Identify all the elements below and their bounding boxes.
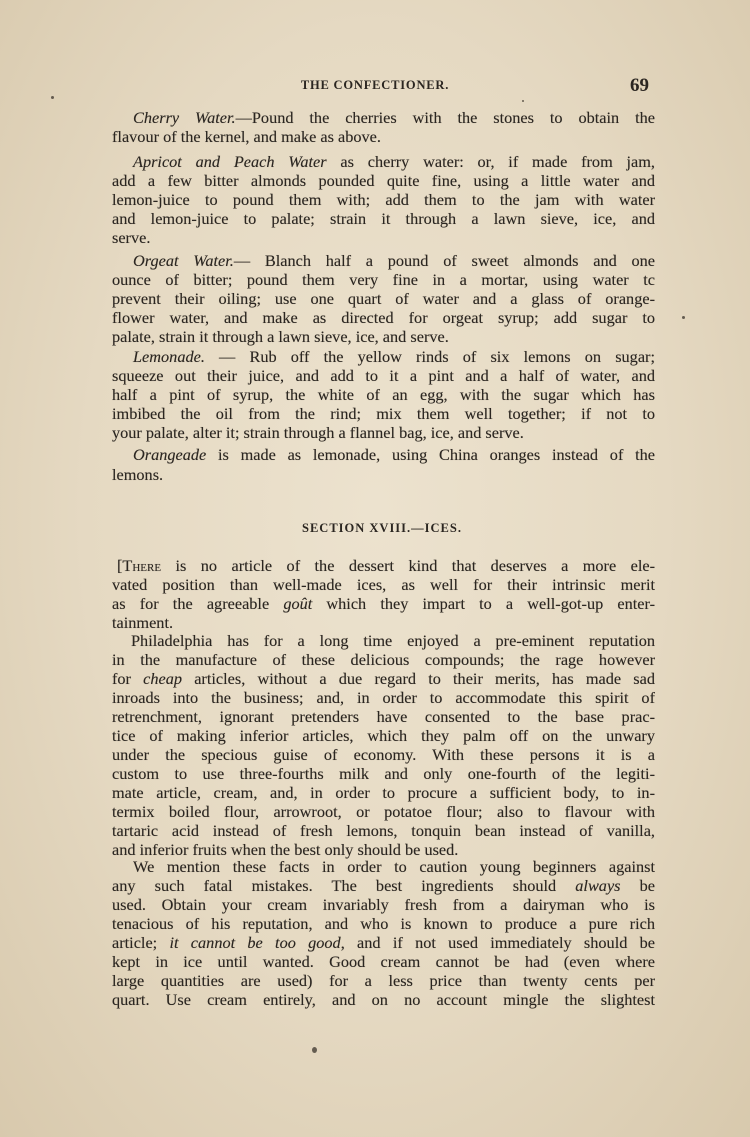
text-span: —Pound the cherries with the stones to obtain the — [235, 108, 655, 127]
text-line — [112, 152, 655, 171]
text-line — [112, 933, 655, 952]
ices-paragraph-caution — [112, 857, 655, 1009]
text-line: your palate, alter it; strain through a flannel bag, ice, and serve. — [112, 423, 524, 442]
recipe-orgeat-water — [112, 251, 655, 346]
text-line: Philadelphia has for a long time enjoyed a pre-eminent reputation — [131, 631, 655, 650]
ices-paragraph-intro — [112, 556, 655, 632]
text-span: any such fatal mistakes. The best ingredients should — [112, 876, 576, 895]
text-line: lemons. — [112, 465, 164, 484]
text-line — [112, 251, 655, 270]
text-line: We mention these facts in order to caution young beginners against — [133, 857, 655, 876]
text-line: imbibed the oil from the rind; mix them well together; if not to — [112, 404, 655, 423]
text-line: prevent their oiling; use one quart of water and a glass of orange- — [112, 289, 655, 308]
text-line — [112, 669, 655, 688]
text-span: , and if not used immediately should be — [340, 933, 655, 952]
ices-paragraph-philadelphia — [112, 631, 655, 859]
text-span: article; — [112, 933, 170, 952]
recipe-name: Orgeat Water. — [133, 251, 234, 270]
italic-emphasis: it cannot be too good — [169, 933, 341, 952]
text-line: and lemon-juice to palate; strain it through a lawn sieve, ice, and — [112, 209, 655, 228]
text-line: inroads into the business; and, in order to accommodate this spirit of — [112, 688, 655, 707]
text-line: flavour of the kernel, and make as above. — [112, 127, 381, 146]
text-line: tartaric acid instead of fresh lemons, tonquin bean instead of vanilla, — [112, 821, 655, 840]
text-line — [112, 594, 655, 613]
ink-speck — [522, 100, 524, 102]
recipe-cherry-water — [112, 108, 655, 146]
recipe-orangeade — [112, 445, 655, 484]
text-line: half a pint of syrup, the white of an egg, with the sugar which has — [112, 385, 655, 404]
text-span: which they impart to a well-got-up enter- — [312, 594, 655, 613]
italic-emphasis: goût — [283, 594, 313, 613]
text-line: ounce of bitter; pound them very fine in a mortar, using water tc — [112, 270, 655, 289]
section-heading: SECTION XVIII.—ICES. — [302, 521, 462, 535]
text-line: add a few bitter almonds pounded quite fine, using a little water and — [112, 171, 655, 190]
text-line: tice of making inferior articles, which they palm off on the unwary — [112, 726, 655, 745]
text-span: as for the agreeable — [112, 594, 284, 613]
italic-emphasis: cheap — [143, 669, 183, 688]
text-line — [112, 876, 655, 895]
text-span: — Rub off the yellow rinds of six lemons on sugar; — [204, 347, 655, 366]
text-line: under the specious guise of economy. With these persons it is a — [112, 745, 655, 764]
text-span: for — [112, 669, 144, 688]
text-span: is made as lemonade, using China oranges instead of the — [206, 445, 655, 464]
text-line: serve. — [112, 228, 151, 247]
text-span: articles, without a due regard to their merits, has made sad — [182, 669, 655, 688]
text-span: is no article of the dessert kind that deserves a more ele- — [161, 556, 655, 575]
text-line: termix boiled flour, arrowroot, or potatoe flour; also to flavour with — [112, 802, 655, 821]
text-line: and inferior fruits when the best only should be used. — [112, 840, 459, 859]
text-line: quart. Use cream entirely, and on no account mingle the slightest — [112, 990, 655, 1009]
text-line: lemon-juice to pound them with; add them to the jam with water — [112, 190, 655, 209]
text-line — [112, 556, 655, 575]
ink-speck — [682, 316, 685, 319]
recipe-name: Cherry Water. — [133, 108, 236, 127]
text-line: large quantities are used) for a less price than twenty cents per — [112, 971, 655, 990]
ink-speck — [51, 96, 54, 99]
text-line — [112, 445, 655, 464]
text-line: used. Obtain your cream invariably fresh from a dairyman who is — [112, 895, 655, 914]
text-line: vated position than well-made ices, as well for their intrinsic merit — [112, 575, 655, 594]
text-line — [112, 108, 655, 127]
italic-emphasis: always — [575, 876, 621, 895]
text-span: as cherry water: or, if made from jam, — [326, 152, 655, 171]
text-line: palate, strain it through a lawn sieve, ice, and serve. — [112, 327, 449, 346]
recipe-lemonade — [112, 347, 655, 442]
text-line: tainment. — [112, 613, 174, 632]
recipe-name: Lemonade. — [133, 347, 205, 366]
small-caps-opening: [There — [117, 556, 162, 575]
text-line: tenacious of his reputation, and who is known to produce a pure rich — [112, 914, 655, 933]
ink-speck — [312, 1047, 317, 1053]
text-line: mate article, cream, and, in order to procure a sufficient body, to in- — [112, 783, 655, 802]
text-line: in the manufacture of these delicious compounds; the rage however — [112, 650, 655, 669]
text-span: be — [620, 876, 655, 895]
text-line: kept in ice until wanted. Good cream cannot be had (even where — [112, 952, 655, 971]
text-line — [112, 347, 655, 366]
text-line: custom to use three-fourths milk and only one-fourth of the legiti- — [112, 764, 655, 783]
text-span: — Blanch half a pound of sweet almonds and one — [233, 251, 655, 270]
text-line: flower water, and make as directed for orgeat syrup; add sugar to — [112, 308, 655, 327]
running-title: THE CONFECTIONER. — [300, 78, 450, 92]
recipe-apricot-peach-water — [112, 152, 655, 247]
recipe-name: Orangeade — [133, 445, 207, 464]
recipe-name: Apricot and Peach Water — [133, 152, 327, 171]
text-line: retrenchment, ignorant pretenders have consented to the base prac- — [112, 707, 655, 726]
text-line: squeeze out their juice, and add to it a pint and a half of water, and — [112, 366, 655, 385]
page-number: 69 — [630, 75, 649, 96]
